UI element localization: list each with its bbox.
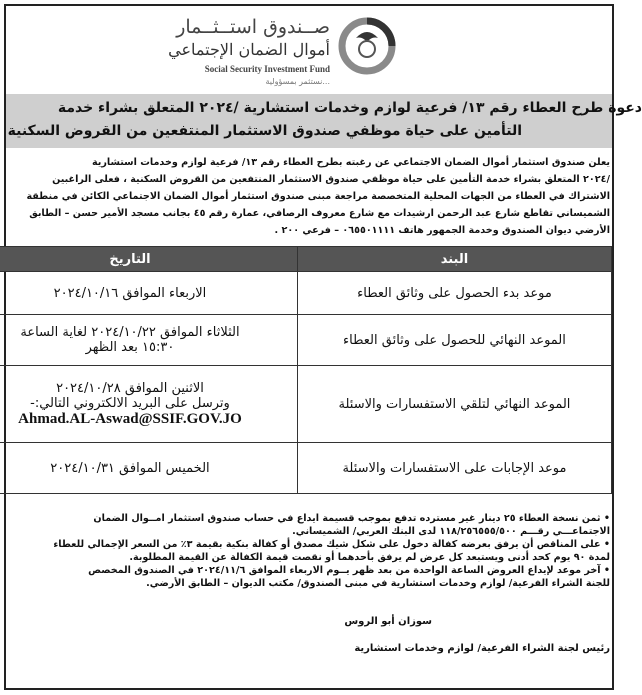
row-item: موعد بدء الحصول على وثائق العطاء: [297, 272, 611, 315]
row-date: [0, 315, 297, 366]
tender-notice: [4, 4, 642, 690]
intro-line: الاشتراك في العطاء من الجهات المحلية المتخصصة مراجعة مبنى صندوق استثمار أموال الضمان الاجتماعي الكائن في منطقة: [26, 191, 610, 202]
table-row: [0, 443, 612, 494]
row-item: الموعد النهائي للحصول على وثائق العطاء: [297, 315, 611, 366]
row-item: موعد الإجابات على الاستفسارات والاسئلة: [297, 443, 611, 494]
intro-line: الشميساني تقاطع شارع عبد الرحمن ارشيدات مع شارع معروف الرصافي، عمارة رقم ٤٥ بجانب مسجد الأمير حسن – الطابق: [29, 208, 610, 219]
intro-line: الأرضي ديوان الصندوق وخدمة الجمهور هاتف ٠٦٥٥٠١١١١ – فرعي ٢٠٠ .: [274, 225, 610, 236]
date-line: الاربعاء الموافق ٢٠٢٤/١٠/١٦: [53, 285, 207, 301]
signatory-title: رئيس لجنة الشراء الفرعية/ لوازم وخدمات استشارية: [354, 643, 610, 654]
header-item: البند: [297, 247, 611, 272]
intro-line: /٢٠٢٤ المتعلق بشراء خدمة التأمين على حياة موظفي صندوق الاستثمار المنتفعين من القروض السكنية ، فعلى الراغبين: [52, 174, 610, 185]
row-item: الموعد النهائي لتلقي الاستفسارات والاسئلة: [297, 366, 611, 443]
logo-arabic-line2: أموال الضمان الإجتماعي: [168, 40, 330, 59]
logo-tagline: ...نستثمر بمسؤولية: [265, 77, 330, 86]
row-date: [0, 366, 297, 443]
note-line: للجنة الشراء الفرعية/ لوازم وخدمات استشارية في مبنى الصندوق/ مكتب الديوان – الطابق الأرضي.: [146, 578, 610, 589]
table-row: [0, 366, 612, 443]
fund-emblem-icon: [338, 16, 396, 74]
note-line: • على المناقص أن يرفق بعرضه كفالة دخول على شكل شيك مصدق أو كفالة بنكية بقيمة ٣٪ من السعر الإجمالي للعطاء: [53, 539, 610, 550]
logo-english-name: Social Security Investment Fund: [204, 64, 330, 74]
date-line: وترسل على البريد الالكتروني التالي:-: [30, 395, 230, 411]
notes-section: [0, 512, 610, 590]
date-line: الثلاثاء الموافق ٢٠٢٤/١٠/٢٢ لغاية الساعة: [20, 325, 240, 340]
date-line: الاثنين الموافق ٢٠٢٤/١٠/٢٨: [56, 380, 204, 396]
title-band: [6, 94, 642, 148]
row-date: [0, 272, 297, 315]
header-date: التاريخ: [0, 247, 297, 272]
fund-logo: [146, 12, 396, 92]
note-line: الاجتماعـــي رقـــم ١١٨/٢٥٦٥٥٥/٥٠٠ لدى البنك العربي/ الشميساني.: [292, 526, 610, 537]
intro-paragraph: [0, 154, 610, 239]
table-header-row: [0, 247, 612, 272]
note-line: • ثمن نسخة العطاء ٢٥ دينار غير مسترده تدفع بموجب قسيمة ايداع في حساب صندوق استثمار امــوال الضمان: [93, 513, 610, 524]
title-line-1: دعوة طرح العطاء رقم ١٣/ فرعية لوازم وخدمات استشارية /٢٠٢٤ المتعلق بشراء خدمة: [57, 100, 642, 116]
schedule-table: [0, 246, 612, 494]
date-line: الخميس الموافق ٢٠٢٤/١٠/٣١: [50, 460, 210, 476]
table-row: [0, 315, 612, 366]
row-date: [0, 443, 297, 494]
title-line-2: التأمين على حياة موظفي صندوق الاستثمار المنتفعين من القروض السكنية: [7, 123, 522, 139]
logo-arabic-line1: صــندوق استــثــمار: [176, 16, 330, 38]
date-line: ١٥:٣٠ بعد الظهر: [85, 340, 175, 355]
note-line: • آخر موعد لإيداع العروض الساعة الواحدة من بعد ظهر يــوم الاربعاء الموافق ٢٠٢٤/١١/٦ في الصندوق المخصص: [88, 565, 610, 576]
contact-email-link[interactable]: Ahmad.AL-Aswad@SSIF.GOV.JO: [18, 410, 242, 427]
table-row: [0, 272, 612, 315]
note-line: لمدة ٩٠ يوم كحد أدنى ويستبعد كل عرض لم يرفق بأحدهما أو نقصت قيمة الكفالة عن القيمة المطلوبة.: [129, 552, 610, 563]
signatory-name: سوزان أبو الروس: [344, 616, 432, 627]
intro-line: يعلن صندوق استثمار أموال الضمان الاجتماعي عن رغبته بطرح العطاء رقم ١٣/ فرعية لوازم وخدمات استشارية: [91, 157, 610, 168]
